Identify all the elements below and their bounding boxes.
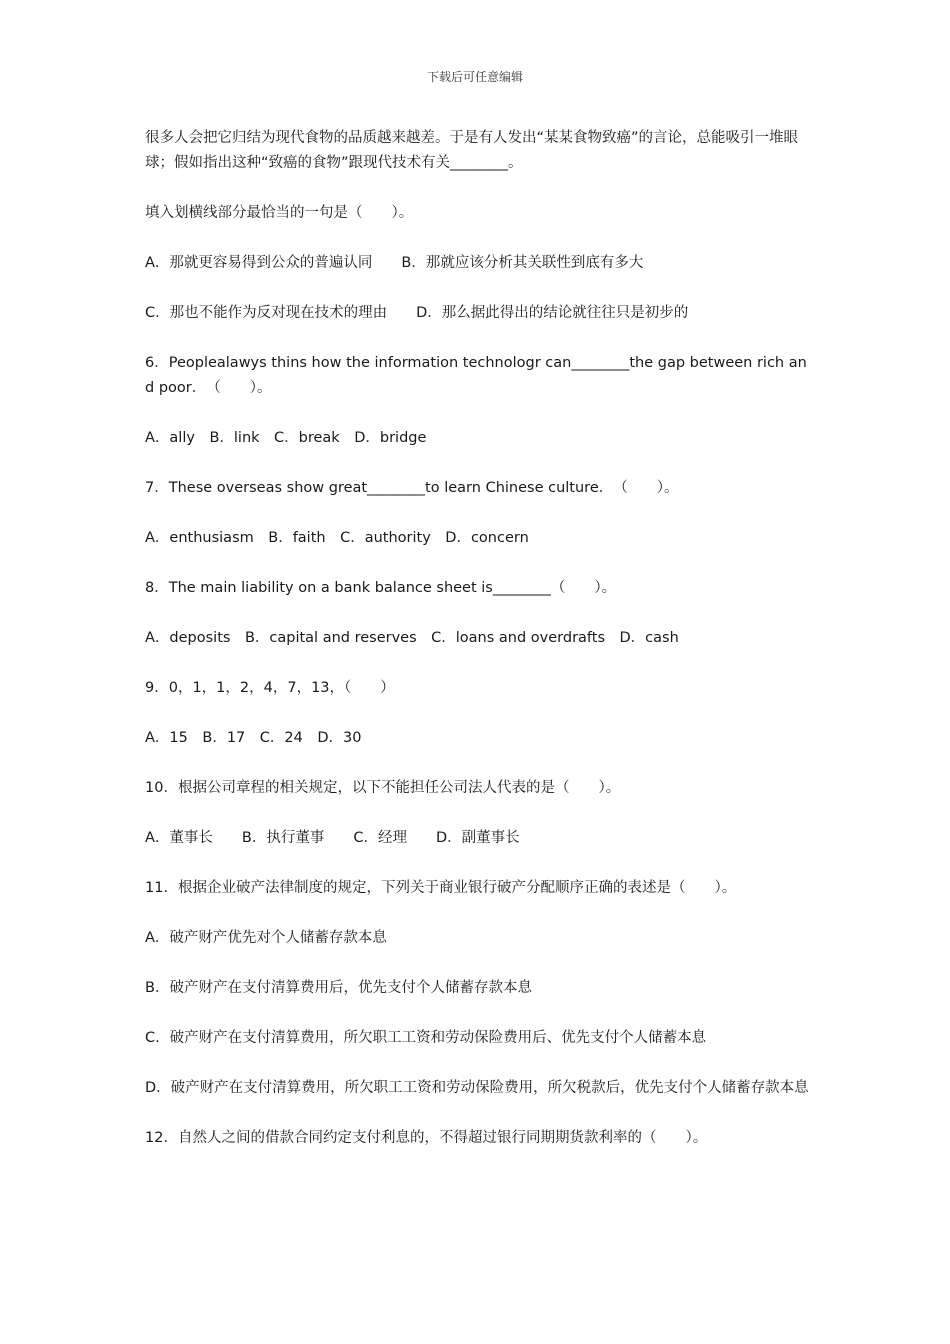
- question-12: 12．自然人之间的借款合同约定支付利息的，不得超过银行同期期货款利率的（ ）。: [145, 1130, 708, 1146]
- options-line: A．董事长 B．执行董事 C．经理 D．副董事长: [145, 830, 520, 846]
- option-c: C．破产财产在支付清算费用，所欠职工工资和劳动保险费用后、优先支付个人储蓄本息: [145, 1030, 707, 1046]
- options-line: A．deposits B．capital and reserves C．loans and overdrafts D．cash: [145, 630, 679, 646]
- passage-paragraph: 很多人会把它归结为现代食物的品质越来越差。于是有人发出“某某食物致癌”的言论，总能吸引一堆眼球；假如指出这种“致癌的食物”跟现代技术有关________。: [145, 130, 799, 171]
- question-11: 11．根据企业破产法律制度的规定，下列关于商业银行破产分配顺序正确的表述是（ ）。: [145, 880, 737, 896]
- options-line: A．那就更容易得到公众的普遍认同 B．那就应该分析其关联性到底有多大: [145, 255, 644, 271]
- question-6: 6．Peoplealawys thins how the information technologr can________the gap between rich and poor． （ ）。: [145, 355, 807, 396]
- page-header: 下载后可任意编辑: [426, 70, 523, 84]
- question-8: 8．The main liability on a bank balance sheet is________（ ）。: [145, 580, 617, 596]
- question-10: 10．根据公司章程的相关规定，以下不能担任公司法人代表的是（ ）。: [145, 780, 621, 796]
- question-7: 7．These overseas show great________to learn Chinese culture． （ ）。: [145, 480, 679, 496]
- options-line: C．那也不能作为反对现在技术的理由 D．那么据此得出的结论就往往只是初步的: [145, 305, 689, 321]
- option-d: D．破产财产在支付清算费用，所欠职工工资和劳动保险费用，所欠税款后，优先支付个人储蓄存款本息: [145, 1080, 809, 1096]
- question-prompt: 填入划横线部分最恰当的一句是（ ）。: [145, 205, 414, 221]
- option-a: A．破产财产优先对个人储蓄存款本息: [145, 930, 387, 946]
- document-body: [145, 126, 810, 1176]
- options-line: A．ally B．link C．break D．bridge: [145, 430, 427, 446]
- question-9: 9．0，1，1，2，4，7，13，（ ）: [145, 680, 395, 696]
- option-b: B．破产财产在支付清算费用后，优先支付个人储蓄存款本息: [145, 980, 532, 996]
- options-line: A．enthusiasm B．faith C．authority D．concern: [145, 530, 529, 546]
- options-line: A．15 B．17 C．24 D．30: [145, 730, 362, 746]
